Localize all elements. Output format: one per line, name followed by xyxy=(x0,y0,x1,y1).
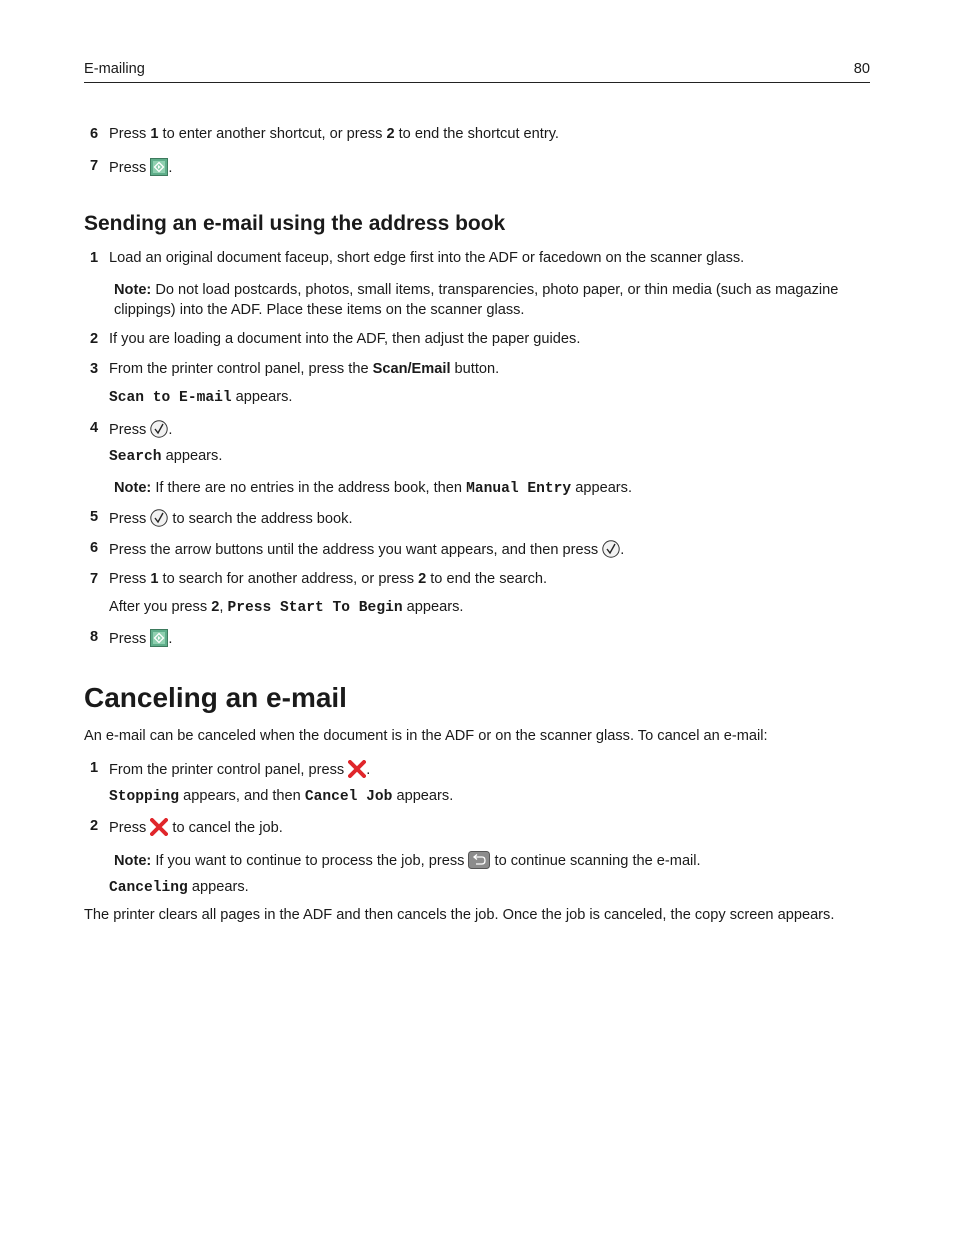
page-header xyxy=(84,60,870,83)
note-continue-job: Note: If you want to continue to process the job, press to continue scanning the e-mail. xyxy=(114,853,701,869)
header-section-title: E-mailing xyxy=(84,61,145,77)
stop-x-icon xyxy=(348,760,366,778)
stopping-appears: Stopping appears, and then Cancel Job appears. xyxy=(109,788,454,805)
header-page-number: 80 xyxy=(853,61,870,77)
step-text: Press 1 to enter another shortcut, or press 2 to end the shortcut entry. xyxy=(109,126,559,142)
step-number: 6 xyxy=(90,126,99,142)
start-button-icon xyxy=(150,158,168,176)
canceling-appears: Canceling appears. xyxy=(109,879,249,896)
note-no-entries: Note: If there are no entries in the address book, then Manual Entry appears. xyxy=(114,480,633,497)
step-text: Press . xyxy=(109,160,173,176)
search-appears: Search appears. xyxy=(109,448,223,465)
stop-x-icon xyxy=(150,818,168,836)
scan-to-email-appears: Scan to E-mail appears. xyxy=(109,389,293,406)
press-start-to-begin-appears: After you press 2, Press Start To Begin appears. xyxy=(109,599,464,616)
back-arrow-icon xyxy=(468,851,490,869)
cancel-intro: An e-mail can be canceled when the document is in the ADF or on the scanner glass. To cancel an e-mail: xyxy=(84,728,768,744)
select-check-icon xyxy=(150,509,168,527)
section-heading-canceling: Canceling an e-mail xyxy=(84,682,347,713)
section-heading-address-book: Sending an e-mail using the address book xyxy=(84,212,506,235)
step-number: 7 xyxy=(90,158,99,174)
note-load-media: Note: Do not load postcards, photos, small items, transparencies, photo paper, or thin media (such as magazine clippings) into the ADF. Place these items on the scanner glass. xyxy=(114,282,839,318)
select-check-icon xyxy=(150,420,168,438)
select-check-icon xyxy=(602,540,620,558)
closing-paragraph: The printer clears all pages in the ADF and then cancels the job. Once the job is canceled, the copy screen appears. xyxy=(84,907,835,923)
start-button-icon xyxy=(150,629,168,647)
